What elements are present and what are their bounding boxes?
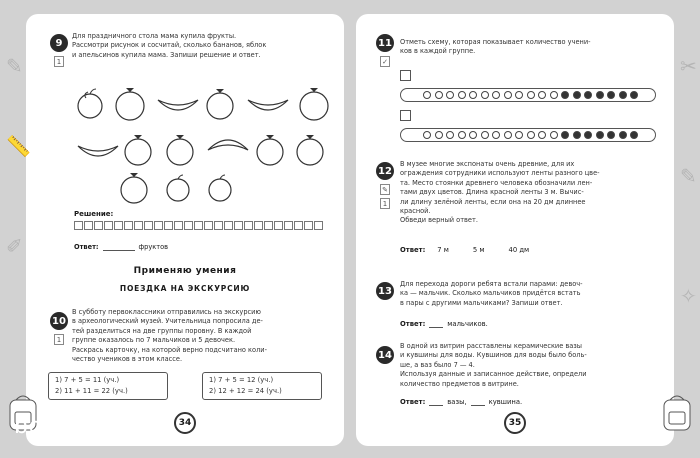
light-bead (515, 91, 523, 99)
answer-unit: вазы, (447, 398, 467, 406)
orange-icon (207, 89, 233, 119)
task-12-line: красной. (400, 207, 431, 216)
light-bead (446, 91, 454, 99)
apple-icon (78, 89, 102, 118)
light-bead (469, 131, 477, 139)
answer-unit: фруктов (138, 243, 169, 251)
dark-bead (619, 91, 627, 99)
task-10-text (72, 308, 340, 364)
banana-icon (208, 140, 248, 150)
task-9-text (72, 32, 340, 60)
light-bead (538, 91, 546, 99)
task-10-line: группе оказалось по 7 мальчиков и 5 девочек. (72, 336, 236, 345)
book-decoration-icon: ✐ (6, 234, 23, 258)
light-bead (446, 131, 454, 139)
orange-icon (167, 135, 193, 165)
task-13-line: ка — мальчик. Сколько мальчиков придётся встать (400, 289, 581, 298)
task-13-line: в пары с другими мальчиками? Запиши ответ. (400, 298, 563, 307)
answer-unit: кувшина. (488, 398, 523, 406)
light-bead (481, 91, 489, 99)
task-10-line: чество учеников в этом классе. (72, 355, 183, 364)
task-12-line: та. Место стоянки древнего человека обозначили лен- (400, 178, 593, 187)
light-bead (435, 91, 443, 99)
answer-label: Ответ: (400, 398, 426, 406)
banana-icon (78, 146, 118, 156)
banana-icon (158, 100, 198, 110)
apple-icon (167, 175, 189, 201)
light-bead (458, 131, 466, 139)
answer-label: Ответ: (74, 243, 99, 251)
scheme-2-checkbox[interactable] (400, 110, 411, 121)
card-line: 2) 12 + 12 = 24 (уч.) (209, 387, 282, 395)
answer-label: Ответ: (400, 246, 426, 254)
answer-blank[interactable] (103, 244, 135, 251)
option-40dm[interactable]: 40 дм (508, 246, 530, 254)
level-1-icon: 1 (54, 56, 64, 67)
task-13-text (400, 280, 668, 308)
task-12-number: 12 (376, 162, 394, 180)
watermark-logo: bookclub.by (14, 414, 154, 439)
scheme-1-checkbox[interactable] (400, 70, 411, 81)
answer-blank[interactable] (471, 399, 485, 406)
dark-bead (607, 91, 615, 99)
dark-bead (630, 91, 638, 99)
pencil-decoration-icon: ✎ (680, 164, 697, 188)
left-page (6, 14, 344, 446)
option-5m[interactable]: 5 м (472, 246, 485, 254)
light-bead (492, 131, 500, 139)
light-bead (435, 131, 443, 139)
answer-card-a[interactable] (48, 372, 168, 400)
section-title: Применяю умения (133, 266, 237, 276)
task-14-answer (400, 398, 522, 406)
pencil-level-icon: ✎ (380, 184, 390, 195)
right-page (356, 14, 697, 446)
bead-scheme-2 (400, 128, 656, 142)
light-bead (504, 131, 512, 139)
dark-bead (561, 131, 569, 139)
task-9-answer (74, 243, 168, 251)
task-11-text (400, 38, 668, 57)
task-14-text (400, 342, 668, 389)
task-10-line: тей разделиться на две группы поровну. В каждой (72, 326, 252, 335)
pencil-decoration-icon: ✎ (6, 54, 23, 78)
task-9-line: и апельсинов купила мама. Запиши решение и ответ. (72, 50, 261, 59)
task-10-line: В субботу первоклассники отправились на экскурсию (72, 308, 261, 316)
answer-blank[interactable] (429, 399, 443, 406)
ruler-decoration-icon: 📏 (6, 134, 31, 158)
dark-bead (573, 91, 581, 99)
task-11-line: ков в каждой группе. (400, 47, 476, 56)
task-14-number: 14 (376, 346, 394, 364)
task-14-line: Используя данные и записанное действие, определи (400, 370, 587, 379)
task-13-number: 13 (376, 282, 394, 300)
task-12-text (400, 160, 668, 226)
orange-icon (125, 135, 151, 165)
light-bead (481, 131, 489, 139)
level-1-icon: 1 (54, 334, 64, 345)
task-12-line: ограждения сотрудники используют ленты разного цве- (400, 169, 600, 178)
light-bead (550, 131, 558, 139)
answer-label: Ответ: (400, 320, 426, 328)
banana-icon (248, 100, 288, 110)
orange-icon (116, 88, 144, 120)
light-bead (504, 91, 512, 99)
dark-bead (619, 131, 627, 139)
task-12-line: ли длину зелёной ленты, если она на 20 дм длиннее (400, 197, 586, 206)
task-14-line: и кувшины для воды. Кувшинов для воды было боль- (400, 351, 587, 360)
task-13-line: Для перехода дороги ребята встали парами: девоч- (400, 280, 583, 288)
apple-icon (209, 175, 231, 201)
task-9-line: Рассмотри рисунок и сосчитай, сколько бананов, яблок (72, 41, 267, 50)
star-decoration-icon: ✧ (680, 284, 697, 308)
task-11-line: Отметь схему, которая показывает количество учени- (400, 38, 591, 46)
task-14-line: ше, а ваз было 7 — 4. (400, 360, 475, 369)
option-7m[interactable]: 7 м (437, 246, 449, 254)
answer-blank[interactable] (429, 321, 443, 328)
task-14-line: В одной из витрин расставлены керамические вазы (400, 342, 583, 350)
task-10-line: Раскрась карточку, на которой верно подсчитано коли- (72, 345, 267, 354)
card-line: 2) 11 + 11 = 22 (уч.) (55, 387, 128, 395)
dark-bead (596, 91, 604, 99)
light-bead (538, 131, 546, 139)
task-12-answer (400, 246, 529, 254)
dark-bead (607, 131, 615, 139)
task-12-line: Обведи верный ответ. (400, 216, 478, 225)
answer-card-b[interactable] (202, 372, 322, 400)
light-bead (527, 91, 535, 99)
check-level-icon: ✓ (380, 56, 390, 67)
backpack-right-icon (660, 392, 694, 432)
task-10-line: в археологический музей. Учительница попросила де- (72, 317, 263, 326)
page-number-right: 35 (504, 412, 526, 434)
orange-icon (300, 88, 328, 120)
light-bead (527, 131, 535, 139)
dark-bead (561, 91, 569, 99)
card-line: 1) 7 + 5 = 11 (уч.) (55, 376, 120, 384)
light-bead (423, 91, 431, 99)
card-line: 1) 7 + 5 = 12 (уч.) (209, 376, 274, 384)
task-12-line: В музее многие экспонаты очень древние, для их (400, 160, 575, 168)
answer-unit: мальчиков. (447, 320, 488, 328)
dark-bead (584, 91, 592, 99)
dark-bead (584, 131, 592, 139)
level-1-icon: 1 (380, 198, 390, 209)
light-bead (423, 131, 431, 139)
section-subtitle: ПОЕЗДКА НА ЭКСКУРСИЮ (119, 284, 251, 293)
task-10-number: 10 (50, 312, 68, 330)
light-bead (550, 91, 558, 99)
task-9-line: Для праздничного стола мама купила фрукты. (72, 32, 237, 40)
bead-scheme-1 (400, 88, 656, 102)
light-bead (515, 131, 523, 139)
fruit-row-2 (76, 130, 336, 170)
solution-label: Решение: (74, 210, 114, 218)
dark-bead (630, 131, 638, 139)
orange-icon (257, 135, 283, 165)
task-9-number: 9 (50, 34, 68, 52)
task-12-line: тами двух цветов. Длина красной ленты 3 м. Вычис- (400, 188, 584, 197)
light-bead (458, 91, 466, 99)
orange-icon (121, 173, 147, 203)
task-11-number: 11 (376, 34, 394, 52)
fruit-row-1 (76, 84, 336, 124)
task-14-line: количество предметов в витрине. (400, 379, 519, 388)
dark-bead (596, 131, 604, 139)
solution-grid[interactable] (74, 221, 324, 230)
light-bead (492, 91, 500, 99)
fruit-row-3 (120, 170, 260, 206)
scissors-decoration-icon: ✂ (680, 54, 697, 78)
light-bead (469, 91, 477, 99)
dark-bead (573, 131, 581, 139)
task-13-answer (400, 320, 488, 328)
page-number-left: 34 (174, 412, 196, 434)
orange-icon (297, 135, 323, 165)
